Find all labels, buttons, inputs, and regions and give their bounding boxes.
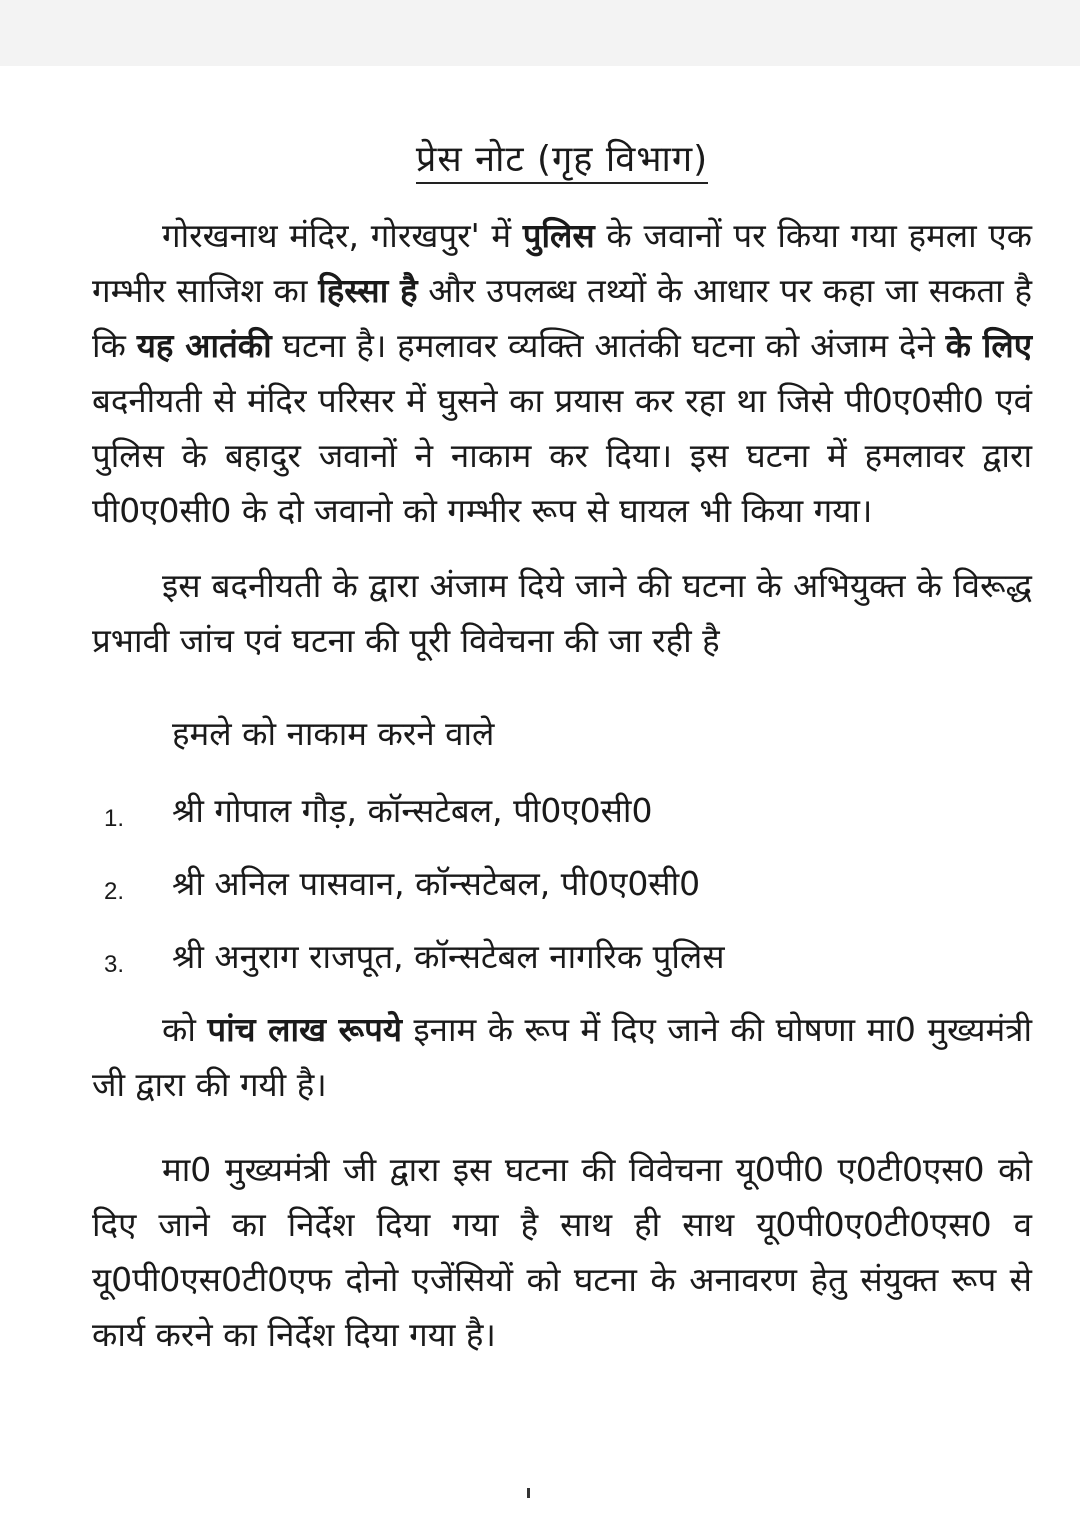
- list-item-number: 3.: [104, 951, 125, 978]
- p1-text-e: बदनीयती से मंदिर परिसर में घुसने का प्रयास कर रहा था जिसे पी0ए0सी0 एवं पुलिस के बहादुर जवानों ने नाकाम कर दिया। इस घटना में हमलावर द्वारा पी0ए0सी0 के दो जवानो को गम्भीर रूप से घायल भी किया गया।: [92, 381, 1032, 530]
- p1-bold-a: पुलिस: [522, 216, 595, 255]
- title-text: प्रेस नोट (गृह विभाग): [416, 139, 708, 184]
- p1-text-d: घटना है। हमलावर व्यक्ति आतंकी घटना को अंजाम देने: [271, 326, 946, 365]
- p1-text-a: गोरखनाथ मंदिर, गोरखपुर' में: [162, 216, 523, 255]
- paragraph-reward: [92, 1002, 1032, 1112]
- p3-bold: पांच लाख रूपये: [207, 1010, 402, 1049]
- list-item-text: श्री अनुराग राजपूत, कॉन्सटेबल नागरिक पुलिस: [172, 937, 725, 976]
- p1-bold-c: यह आतंकी: [136, 326, 272, 365]
- list-item: [92, 783, 1032, 856]
- scan-top-margin: [0, 0, 1080, 66]
- p1-text-b: के जवानों पर किया गया हमला एक गम्भीर साजिश का: [92, 216, 1032, 310]
- p1-bold-d: के लिए: [945, 326, 1032, 365]
- p1-text-c: और उपलब्ध तथ्यों के आधार पर कहा जा सकता है कि: [92, 271, 1032, 365]
- scan-mark: [527, 1488, 530, 1498]
- list-item: [92, 856, 1032, 929]
- document-title: [92, 138, 1032, 182]
- list-item-text: श्री अनिल पासवान, कॉन्सटेबल, पी0ए0सी0: [172, 864, 701, 903]
- press-note-document: [92, 66, 1032, 1362]
- p3-text-b: इनाम के रूप में दिए जाने की घोषणा मा0 मुख्यमंत्री जी द्वारा की गयी है।: [92, 1010, 1032, 1104]
- p3-text-a: को: [162, 1010, 208, 1049]
- list-item: [92, 929, 1032, 1002]
- p1-bold-b: हिस्सा है: [318, 271, 418, 310]
- list-item-number: 1.: [104, 805, 125, 832]
- list-item-number: 2.: [104, 878, 125, 905]
- paragraph-ats-direction: मा0 मुख्यमंत्री जी द्वारा इस घटना की विवेचना यू0पी0 ए0टी0एस0 को दिए जाने का निर्देश दिया गया है साथ ही साथ यू0पी0ए0टी0एस0 व यू0पी0एस0टी0एफ दोनो एजेंसियों को घटना के अनावरण हेतु संयुक्त रूप से कार्य करने का निर्देश दिया गया है।: [92, 1150, 1032, 1354]
- list-intro: हमले को नाकाम करने वाले: [172, 714, 495, 753]
- list-item-text: श्री गोपाल गौड़, कॉन्सटेबल, पी0ए0सी0: [172, 791, 653, 830]
- paragraph-investigation: इस बदनीयती के द्वारा अंजाम दिये जाने की घटना के अभियुक्त के विरूद्ध प्रभावी जांच एवं घटना की पूरी विवेचना की जा रही है: [92, 566, 1032, 660]
- paragraph-attack-description: [92, 208, 1032, 538]
- honoree-list: [92, 783, 1032, 1002]
